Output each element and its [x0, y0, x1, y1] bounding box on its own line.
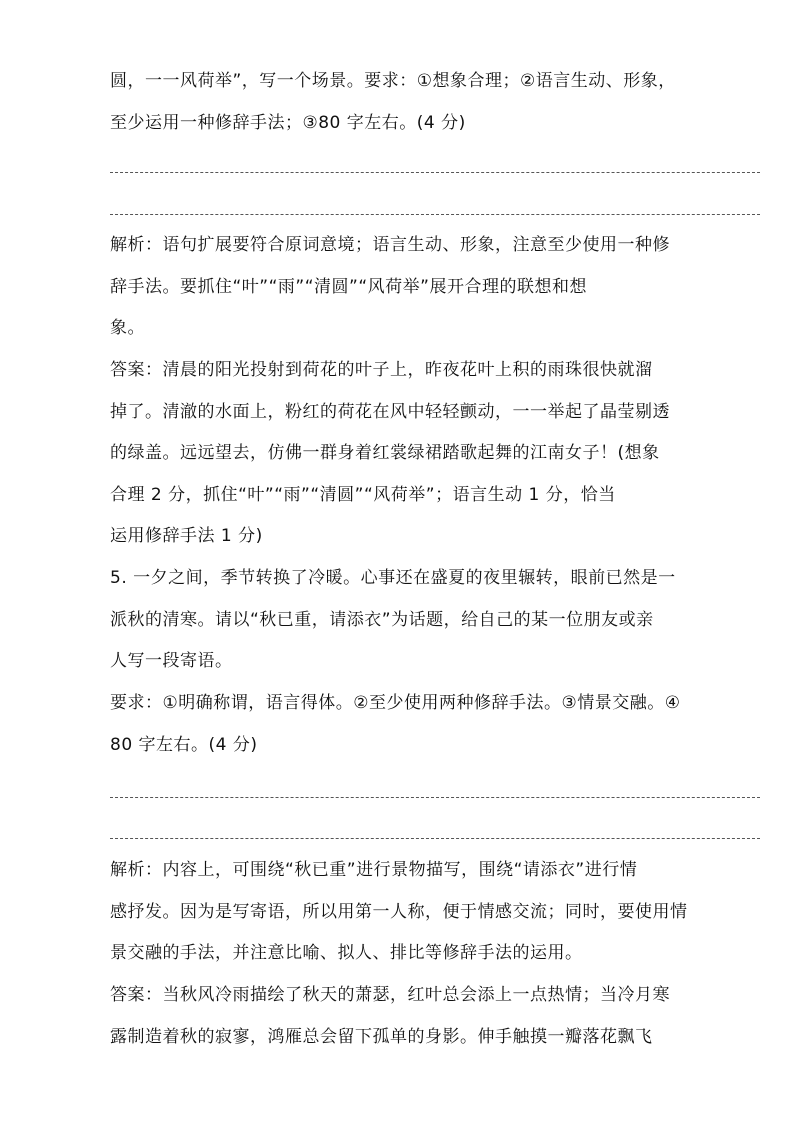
text-line: 派秋的清寒。请以“秋已重，请添衣”为话题，给自己的某一位朋友或亲	[110, 609, 654, 630]
text-line: 合理 2 分，抓住“叶”“雨”“清圆”“风荷举”；语言生动 1 分，恰当	[110, 484, 616, 505]
answer-line	[110, 172, 760, 173]
text-line: 答案：当秋风冷雨描绘了秋天的萧瑟，红叶总会添上一点热情；当冷月寒	[110, 985, 670, 1005]
text-line: 辞手法。要抓住“叶”“雨”“清圆”“风荷举”展开合理的联想和想	[110, 276, 587, 297]
text-line: 景交融的手法，并注意比喻、拟人、排比等修辞手法的运用。	[110, 943, 583, 963]
answer-line	[110, 838, 760, 839]
text-line: 人写一段寄语。	[110, 651, 233, 671]
text-line: 运用修辞手法 1 分)	[110, 526, 263, 546]
analysis-q4	[110, 225, 690, 350]
text-line: 掉了。清澈的水面上，粉红的荷花在风中轻轻颤动，一一举起了晶莹剔透	[110, 401, 670, 422]
text-line: 要求：①明确称谓，语言得体。②至少使用两种修辞手法。③情景交融。④	[110, 693, 681, 713]
text-line: 至少运用一种修辞手法；③80 字左右。(4 分)	[110, 112, 466, 133]
question-5	[110, 558, 690, 683]
text-line: 的绿盖。远远望去，仿佛一群身着红裳绿裙踏歌起舞的江南女子！(想象	[110, 443, 660, 463]
text-line: 圆，一一风荷举”，写一个场景。要求：①想象合理；②语言生动、形象，	[110, 71, 676, 91]
text-line: 感抒发。因为是写寄语，所以用第一人称，便于情感交流；同时，要使用情	[110, 901, 688, 922]
answer-line	[110, 797, 760, 798]
text-line: 解析：内容上，可围绕“秋已重”进行景物描写，围绕“请添衣”进行情	[110, 860, 638, 880]
answer-q4	[110, 350, 690, 558]
question4-continuation	[110, 61, 690, 144]
answer-q5	[110, 975, 690, 1058]
text-line: 5. 一夕之间，季节转换了冷暖。心事还在盛夏的夜里辗转，眼前已然是一	[110, 568, 676, 588]
text-line: 解析：语句扩展要符合原词意境；语言生动、形象，注意至少使用一种修	[110, 235, 670, 255]
answer-line	[110, 214, 760, 215]
requirements-q5	[110, 683, 690, 766]
text-line: 露制造着秋的寂寥，鸿雁总会留下孤单的身影。伸手触摸一瓣落花飘飞	[110, 1026, 653, 1047]
analysis-q5	[110, 850, 690, 975]
text-line: 答案：清晨的阳光投射到荷花的叶子上，昨夜花叶上积的雨珠很快就溜	[110, 360, 653, 380]
text-line: 象。	[110, 318, 145, 338]
text-line: 80 字左右。(4 分)	[110, 734, 258, 755]
